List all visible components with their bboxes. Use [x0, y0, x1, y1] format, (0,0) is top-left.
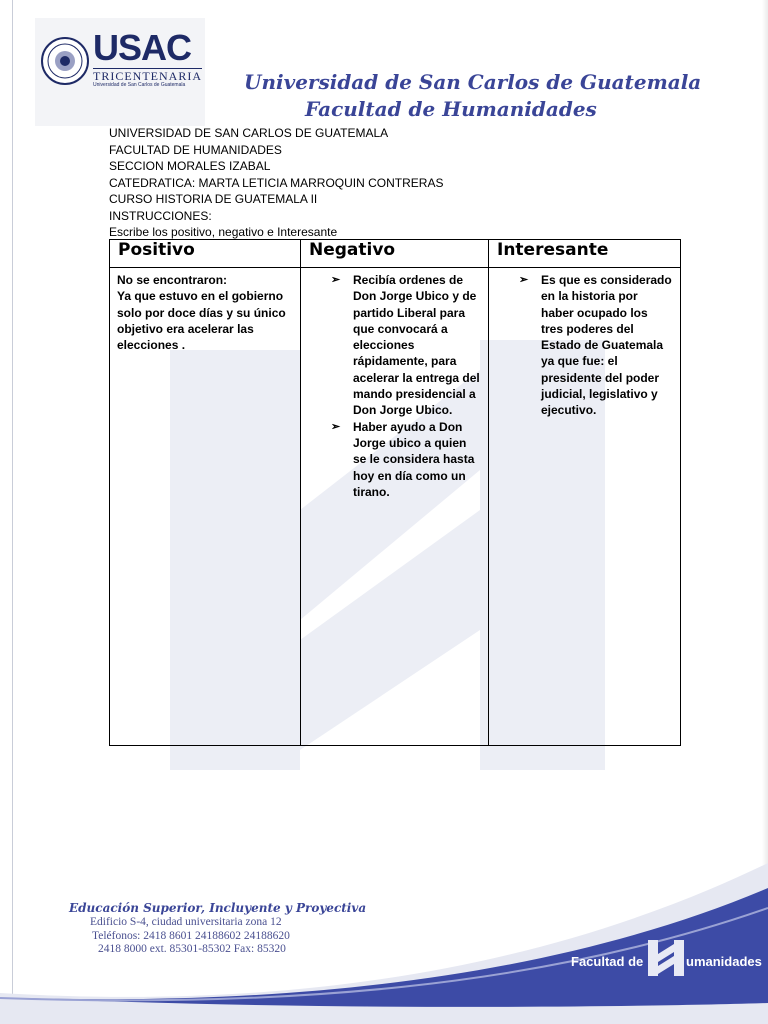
humanidades-h-icon	[646, 938, 686, 978]
footer-phones: Teléfonos: 2418 8601 24188602 24188620	[92, 929, 290, 942]
positivo-body: Ya que estuvo en el gobierno solo por doce días y su único objetivo era acelerar las elecciones .	[117, 289, 286, 353]
header-positivo: Positivo	[110, 240, 301, 268]
footer-logo-text: Facultad de	[571, 954, 644, 969]
header-line-section: SECCION MORALES IZABAL	[109, 159, 271, 173]
pni-table	[109, 239, 681, 746]
footer-logo-text-right: umanidades	[686, 954, 762, 969]
cell-negativo	[301, 268, 489, 746]
header-line-teacher: CATEDRATICA: MARTA LETICIA MARROQUIN CONTRERAS	[109, 175, 444, 190]
footer-phones-fax: 2418 8000 ext. 85301-85302 Fax: 85320	[98, 943, 286, 955]
document-header	[109, 125, 443, 241]
usac-seal-icon	[40, 36, 90, 86]
usac-wordmark: USAC	[93, 27, 192, 68]
header-line-task: Escribe los positivo, negativo e Interesante	[109, 225, 338, 239]
cell-positivo	[110, 268, 301, 746]
header-interesante: Interesante	[489, 240, 681, 268]
tricentenaria-label: TRICENTENARIA	[93, 69, 202, 83]
letterhead-faculty: Facultad de Humanidades	[305, 97, 597, 121]
cell-interesante	[489, 268, 681, 746]
header-line-instructions: INSTRUCCIONES:	[109, 208, 212, 223]
footer-contact	[90, 916, 290, 957]
header-negativo: Negativo	[301, 240, 489, 268]
footer-slogan: Educación Superior, Incluyente y Proyectiva	[69, 901, 367, 915]
negativo-item: ➢ Haber ayudo a Don Jorge ubico a quien se le considera hasta hoy en día como un tirano.	[309, 419, 482, 500]
header-line-faculty: FACULTAD DE HUMANIDADES	[109, 142, 282, 157]
positivo-lead: No se encontraron:	[117, 273, 228, 287]
negativo-item: ➢ Recibía ordenes de Don Jorge Ubico y de partido Liberal para que convocará a elecciones rápidamente, para acelerar la entrega del mando presidencial a Don Jorge Ubico.	[309, 272, 482, 419]
usac-subtitle: Universidad de San Carlos de Guatemala	[93, 82, 186, 88]
letterhead-university: Universidad de San Carlos de Guatemala	[244, 70, 702, 94]
interesante-item: ➢ Es que es considerado en la historia por haber ocupado los tres poderes del Estado de Guatemala ya que fue: el presidente del poder judicial, legislativo y ejecutivo.	[497, 272, 674, 419]
footer-address: Edificio S-4, ciudad universitaria zona 12	[90, 916, 282, 928]
header-line-course: CURSO HISTORIA DE GUATEMALA II	[109, 192, 318, 206]
header-line-university: UNIVERSIDAD DE SAN CARLOS DE GUATEMALA	[109, 126, 389, 140]
